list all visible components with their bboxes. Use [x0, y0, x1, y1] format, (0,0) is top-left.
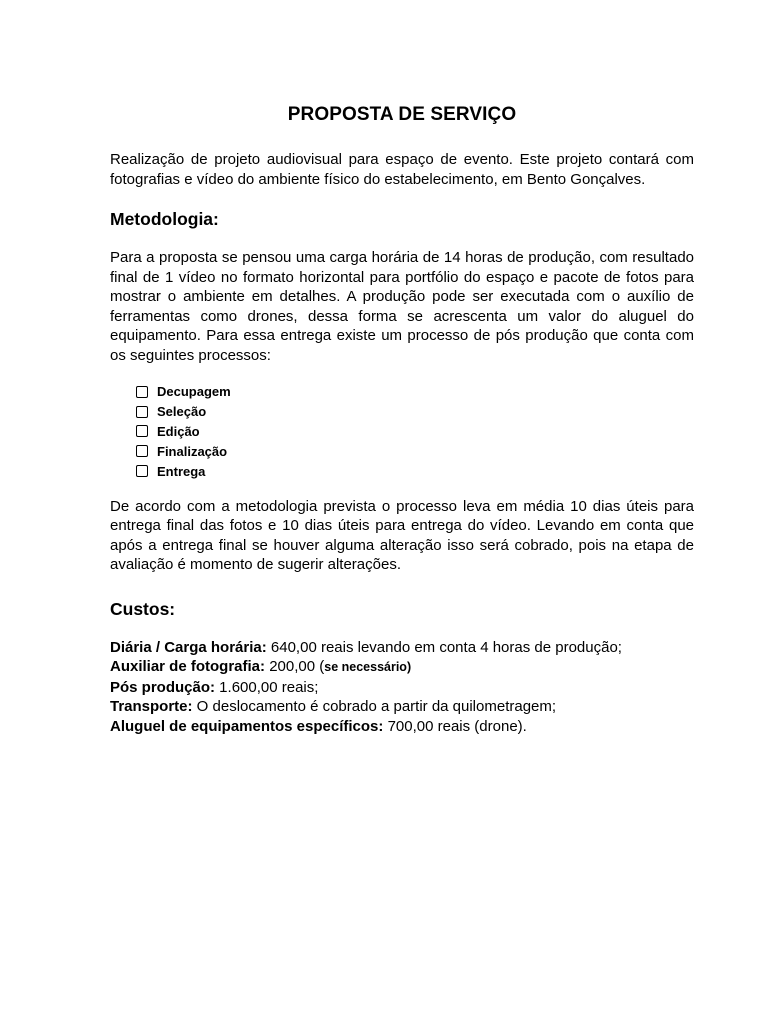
- checkbox-icon[interactable]: [136, 465, 148, 477]
- cost-label: Aluguel de equipamentos específicos:: [110, 717, 384, 735]
- cost-value: 700,00 reais (drone).: [383, 717, 527, 735]
- methodology-paragraph: Para a proposta se pensou uma carga horária de 14 horas de produção, com resultado final de 1 vídeo no formato horizontal para portfólio do espaço e pacote de fotos para mostrar o ambiente em detalhes. A produção pode ser executada com o auxílio de ferramentas como drones, dessa forma se acrescenta um valor do aluguel do equipamento. Para essa entrega existe um processo de pós produção que conta com os seguintes processos:: [110, 249, 694, 364]
- checkbox-icon[interactable]: [136, 425, 148, 437]
- cost-line-daily: [110, 638, 694, 658]
- methodology-closing-paragraph: De acordo com a metodologia prevista o processo leva em média 10 dias úteis para entrega final das fotos e 10 dias úteis para entrega do vídeo. Levando em conta que após a entrega final se houver alguma alteração isso será cobrado, pois na etapa de avaliação é momento de sugerir alterações.: [110, 497, 694, 574]
- checklist-label: Decupagem: [157, 384, 231, 400]
- checklist-label: Seleção: [157, 404, 207, 420]
- cost-label: Pós produção:: [110, 678, 216, 696]
- cost-value: 640,00 reais levando em conta 4 horas de produção;: [266, 638, 622, 656]
- checkbox-icon[interactable]: [136, 406, 148, 418]
- cost-line-equipment-rental: [110, 717, 694, 737]
- page-title: PROPOSTA DE SERVIÇO: [287, 104, 517, 125]
- cost-value: O deslocamento é cobrado a partir da quilometragem;: [192, 698, 557, 716]
- cost-value: 200,00 (: [265, 658, 325, 676]
- checklist-item-edicao[interactable]: [136, 422, 694, 442]
- intro-paragraph: Realização de projeto audiovisual para espaço de evento. Este projeto contará com fotografias e vídeo do ambiente físico do estabelecimento, em Bento Gonçalves.: [110, 151, 694, 188]
- checklist-item-entrega[interactable]: [136, 461, 694, 481]
- cost-line-post-production: [110, 678, 694, 698]
- document-content: [110, 102, 694, 736]
- checklist-label: Edição: [157, 423, 200, 439]
- costs-list: [110, 638, 694, 737]
- cost-label: Diária / Carga horária:: [110, 638, 267, 656]
- checklist-item-decupagem[interactable]: [136, 382, 694, 402]
- methodology-heading: Metodologia:: [110, 209, 219, 229]
- cost-label: Auxiliar de fotografia:: [110, 658, 266, 676]
- checkbox-icon[interactable]: [136, 445, 148, 457]
- cost-value: 1.600,00 reais;: [215, 678, 319, 696]
- process-checklist: [110, 382, 694, 481]
- checklist-label: Finalização: [157, 443, 228, 459]
- cost-line-transport: [110, 697, 694, 717]
- checklist-item-finalizacao[interactable]: [136, 441, 694, 461]
- costs-heading: Custos:: [110, 598, 176, 619]
- checklist-label: Entrega: [157, 463, 206, 479]
- cost-note: se necessário): [324, 660, 412, 675]
- checkbox-icon[interactable]: [136, 386, 148, 398]
- cost-label: Transporte:: [110, 698, 193, 716]
- cost-line-photo-assistant: [110, 657, 694, 678]
- checklist-item-selecao[interactable]: [136, 402, 694, 422]
